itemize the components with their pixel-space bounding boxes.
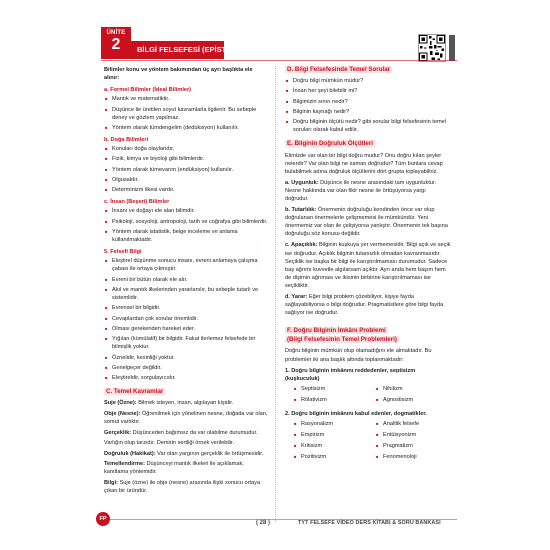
- criterion-item: [285, 293, 451, 317]
- left-column: [104, 66, 268, 498]
- list-item: ■ Olgusaldır.: [104, 176, 268, 184]
- terms-list: [104, 399, 268, 495]
- list-item: ■ Evreni bir bütün olarak ele alır.: [104, 276, 268, 284]
- list-item: ■ Kritisizm: [293, 442, 369, 450]
- group-nature: [104, 136, 268, 194]
- criterion-name: c. Apaçıklık:: [285, 242, 318, 249]
- term-name: Doğruluk (Hakikat):: [104, 450, 156, 457]
- list-item: ■ Konuları doğa olaylarıdır.: [104, 145, 268, 153]
- term-item: [104, 479, 268, 495]
- group-title: a. Formel Bilimler (İdeal Bilimler): [104, 87, 192, 94]
- list-item: ■ Yöntem olarak tümevarım (endüksiyon) kullanılır.: [104, 166, 268, 174]
- criterion-item: [285, 241, 451, 290]
- term-name: Suje (Özne):: [104, 400, 137, 407]
- list-item: ■ Olması gerekenden hareket eder.: [104, 325, 268, 333]
- list-item: ■ Empirizm: [293, 431, 369, 439]
- term-item: [104, 410, 268, 426]
- list-item: ■ Genelgeçer değildir.: [104, 364, 268, 372]
- list-item: ■ İnsan her şeyi bilebilir mi?: [285, 87, 451, 95]
- criterion-item: [285, 179, 451, 203]
- side-label-strip: [449, 35, 455, 61]
- list-item: ■ Pragmatizm: [375, 442, 451, 450]
- section-subtitle-text: (Bilgi Felsefesinin Temel Problemleri): [287, 336, 397, 344]
- list-item: ■ Analitik felsefe: [375, 420, 451, 428]
- criterion-name: b. Tutarlılık:: [285, 207, 317, 214]
- list-item: ■ Akıl ve mantık ilkelerinden yararlanılır, bu sebeple tutarlı ve sistemlidir.: [104, 286, 268, 302]
- list-item: ■ Rölativizm: [293, 396, 369, 404]
- group-title: c. İnsan (Beşeri) Bilimler: [104, 199, 170, 206]
- list-item: ■ Düşünce ile üretilen soyut kavramlarla ilgilenir. Bu sebeple deney ve gözlem yapılmaz.: [104, 106, 268, 122]
- term-name: Obje (Nesne):: [104, 410, 141, 417]
- section-title-text: E. Bilginin Doğruluk Ölçütleri: [287, 140, 373, 148]
- term-def: Bilmek isteyen, insan, algılayan kişidir.: [136, 400, 234, 407]
- section-subtitle-f: [285, 336, 451, 344]
- section-title-d: [285, 66, 451, 74]
- publisher-logo-icon: FP: [96, 512, 110, 526]
- group-formal: [104, 86, 268, 132]
- list-item: ■ İnsanı ve doğayı ele alan bilimdir.: [104, 207, 268, 215]
- list-item: ■ Evrensel bir bilgidir.: [104, 304, 268, 312]
- section-e-intro: Elimizde var olan bir bilgi doğru mudur? Onu doğru kılan şeyler nelerdir? Var olan bilgi ne zaman doğrudur? Tüm bunlara cevap bulabilmek adına doğruluk ölçütlerini dört grupta toplayabiliriz.: [285, 152, 443, 175]
- header-divider: [101, 60, 457, 61]
- term-name: Temellendirme:: [104, 461, 145, 468]
- section-title-f: [285, 327, 451, 335]
- list-item: ■ Entüisyonizm: [375, 431, 451, 439]
- section-title-text: F. Doğru Bilginin İmkânı Problemi: [287, 327, 386, 335]
- list-item: ■ Fizik, kimya ve biyoloji gibi bilimlerdir.: [104, 155, 268, 163]
- unit-label: ÜNİTE: [106, 30, 126, 36]
- criterion-item: [285, 206, 451, 238]
- criterion-def: Eğer bilgi problem çözebiliyor, kişiye fayda sağlayabiliyorsa o bilgi doğrudur. Pragmatistlere göre bilgi fayda sağlıyor ise doğrudur.: [285, 294, 444, 317]
- list-item: ■ Mantık ve matematiktir.: [104, 95, 268, 103]
- section-title-terms: [104, 388, 268, 396]
- section-title-text: D. Bilgi Felsefesinde Temel Sorular: [287, 66, 391, 73]
- criterion-name: d. Yarar:: [285, 294, 308, 300]
- list-item: ■ Rasyonalizm: [293, 420, 369, 428]
- list-item: ■ Fenomenoloji: [375, 453, 451, 461]
- list-item: ■ Determinizm ilkesi vardır.: [104, 186, 268, 194]
- list-item: ■ Septisizm: [293, 385, 369, 393]
- term-item: [104, 460, 268, 476]
- list-item: ■ Doğru bilgi mümkün müdür?: [285, 77, 451, 85]
- list-item: ■ Eleştireldir, sorgulayıcıdır.: [104, 374, 268, 382]
- list-item: ■ Bilgimizin sınırı nedir?: [285, 98, 451, 106]
- list-item: ■ Nihilizm: [375, 385, 451, 393]
- group-title: 5. Felsefi Bilgi: [104, 249, 142, 256]
- term-def: Düşünceden bağımsız da var olabilme durumudur.: [131, 429, 258, 436]
- list-item: ■ Öznelidir, kesinliği yoktur.: [104, 354, 268, 362]
- criterion-def: Düşünce ile nesne arasındaki tam uygunluktur. Nesne hakkında var olan fikir nesne ile örtüşüyorsa yargı doğrudur.: [285, 179, 437, 202]
- section-f-intro: Doğru bilginin mümkün olup olamadığını ele almaktadır. Bu problemler iki ana başlık altında toplanmaktadır:: [285, 348, 432, 363]
- term-item: [104, 439, 268, 447]
- term-def: Suje (özne) ile obje (nesne) arasında ilişki sonucu ortaya çıkan bir üründür.: [104, 480, 261, 495]
- list-item: ■ Doğru bilginin ölçütü nedir? gibi sorular bilgi felsefesinin temel soruları olarak kabul edilir.: [285, 118, 451, 134]
- list-item: ■ Agnostisizm: [375, 396, 451, 404]
- book-title: TYT FELSEFE VİDEO DERS KİTABI & SORU BANKASI: [298, 520, 441, 526]
- group-title: b. Doğa Bilimleri: [104, 137, 149, 144]
- term-item: [104, 450, 268, 458]
- list-item: ■ Psikoloji, sosyoloji, antropoloji, tarih ve coğrafya gibi bilimlerdir.: [104, 218, 268, 226]
- criterion-def: Önermenin doğruluğu kendinden önce var olup doğrulanan önermelerle çelişmemesi ile mümkündür. Yeni önermemiz var olan ile çelişiyorsa yanlıştır. Önermenin tek başına doğruluğu söz konusu değildir.: [285, 207, 448, 238]
- list-item: ■ Pozitivizm: [293, 453, 369, 461]
- term-name: Gerçeklik:: [104, 429, 132, 436]
- term-def: Öğrenilmek için yönelinen nesne, doğada var olan, somut varlıktır.: [104, 410, 268, 425]
- unit-number: 2: [111, 36, 121, 53]
- unit-badge: [101, 27, 131, 59]
- term-def: Var olan yargının gerçeklik ile örtüşmesidir.: [155, 450, 264, 457]
- term-item: [104, 429, 268, 437]
- list-item: ■ Yığılan (kümülatif) bir bilgidir. Fakat ilerlemez felsefede bir bilmişlik yoktur.: [104, 335, 268, 351]
- section-title-e: [285, 140, 451, 148]
- page-number: ( 28 ): [256, 520, 271, 526]
- column-divider: [275, 66, 276, 521]
- section-title-text: C. Temel Kavramlar: [106, 388, 164, 396]
- group-philosophical: [104, 248, 268, 382]
- term-def: Düşünceyi mantık ilkeleri ile açıklamak, kanıtlama yöntemidir.: [104, 461, 244, 476]
- intro-text: Bilimler konu ve yöntem bakımından üç ayrı başlıkta ele alınır:: [104, 67, 253, 82]
- qr-code-icon[interactable]: [418, 34, 446, 62]
- chapter-title: BİLGİ FELSEFESİ (EPİSTEMOLOJİ): [131, 41, 224, 59]
- term-name: Bilgi:: [104, 480, 118, 487]
- list-item: ■ Eleştirel düşünme sonucu insanı, evreni anlamaya çalışma çabası ile ortaya çıkmıştır.: [104, 257, 268, 273]
- list-item: ■ Yöntem olarak tümdengelim (dedüksiyon) kullanılır.: [104, 124, 268, 132]
- term-def: Varlığın olup tarzıdır. Demirin sertliği örnek verilebilir.: [104, 440, 235, 447]
- criterion-name: a. Uygunluk:: [285, 179, 319, 186]
- criterion-def: Bilginin kuşkuya yer vermemesidir. Bilgi açık ve seçik ise doğrudur. Açıklık bilginin tutarsızlık olmadan kavranmasıdır. Seçiklik ise başka bir bilgi ile karıştırılmaması durumudur. Sadece baş ağrımı kuvvetle algılarsam açıktır. Ayrı anda hem başım hem de dişimin ağrıması ve ikisinin birbirine karıştırılmaması ise seçikliktir.: [285, 242, 451, 289]
- list1-grid: [285, 385, 451, 407]
- group-human: [104, 198, 268, 244]
- list1-title: 1. Doğru bilginin imkânını reddedenler, septisizm (kuşkuculuk): [285, 367, 416, 382]
- list-item: ■ Bilginin kaynağı nedir?: [285, 108, 451, 116]
- list-item: ■ Yöntem olarak istatistik, belge inceleme ve anlama kullanılmaktadır.: [104, 228, 268, 244]
- list2-title: 2. Doğru bilginin imkânını kabul edenler, dogmatikler.: [285, 411, 427, 418]
- list-item: ■ Cevaplardan çok sorular önemlidir.: [104, 315, 268, 323]
- right-column: [285, 66, 451, 468]
- term-item: [104, 399, 268, 407]
- list2-grid: [285, 420, 451, 464]
- watermark-text: · · · · · · · · · · · ·: [255, 241, 260, 270]
